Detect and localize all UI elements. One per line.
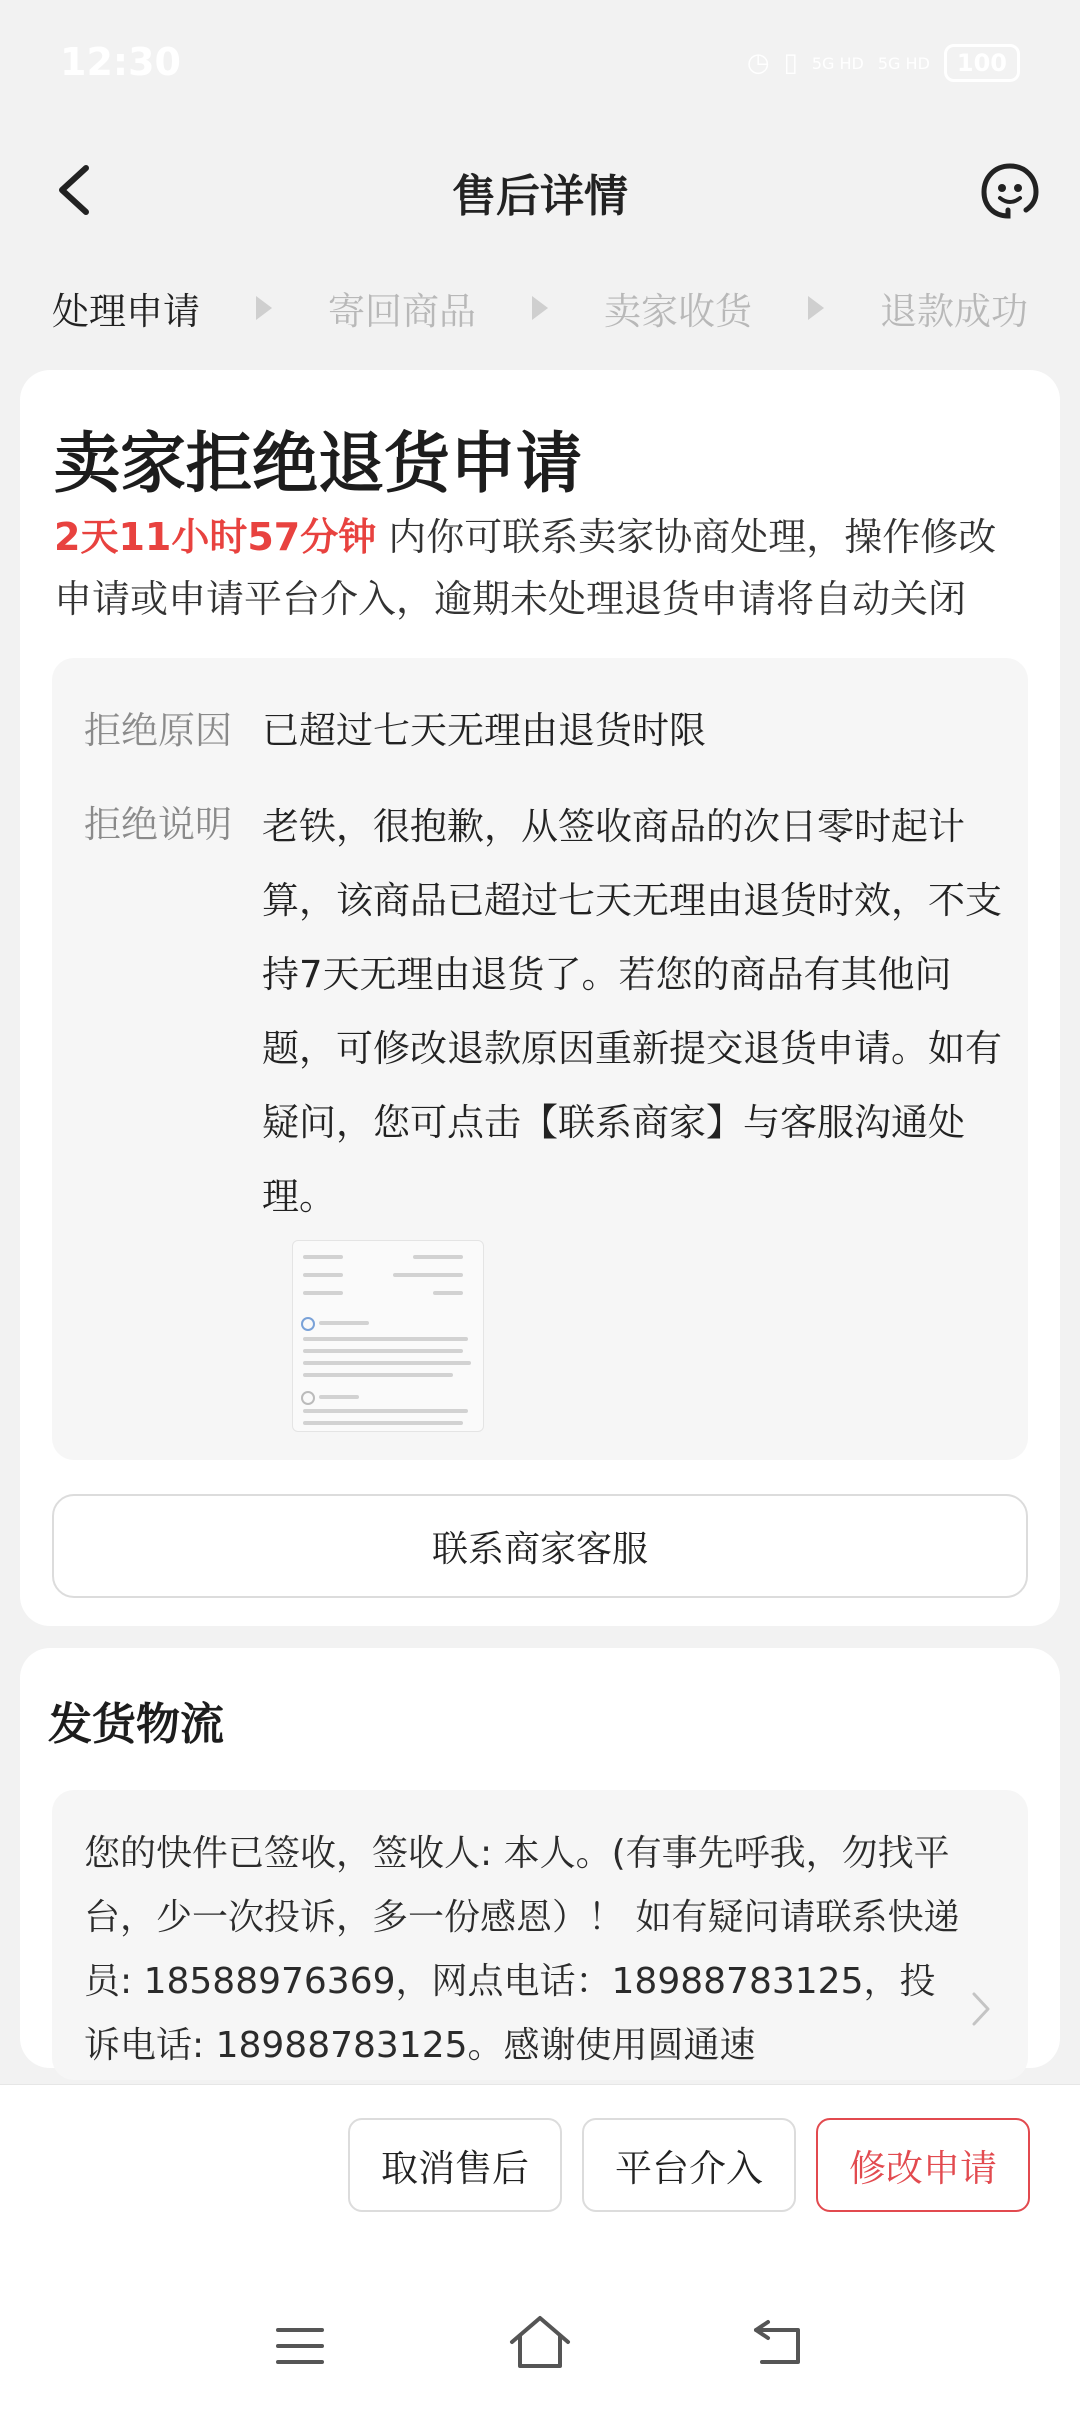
step-refund-success: 退款成功 (880, 290, 1028, 333)
deadline-text: 内你可联系卖家协商处理，操作修改申请或申请平台介入，逾期未处理退货申请将自动关闭 (54, 515, 997, 621)
platform-intervene-button[interactable]: 平台介入 (582, 2118, 796, 2212)
reason-value: 已超过七天无理由退货时限 (262, 709, 706, 752)
step-process-application: 处理申请 (52, 290, 200, 333)
step-arrow-icon (808, 296, 824, 320)
back-nav-icon[interactable] (752, 2318, 806, 2366)
battery-indicator: 100 (944, 44, 1020, 82)
step-return-goods: 寄回商品 (328, 290, 476, 333)
step-arrow-icon (256, 296, 272, 320)
explain-value: 老铁，很抱歉，从签收商品的次日零时起计算，该商品已超过七天无理由退货时效，不支持7天无理由退货了。若您的商品有其他问题，可修改退款原因重新提交退货申请。如有疑问，您可点击【联系商家】与客服沟通处理。 (262, 805, 1002, 1218)
signal-2: 5G HD (877, 53, 930, 73)
deadline-notice (54, 506, 1014, 630)
status-time: 12:30 (60, 40, 181, 84)
logistics-title: 发货物流 (48, 1699, 224, 1750)
contact-seller-button[interactable]: 联系商家客服 (52, 1494, 1028, 1598)
step-arrow-icon (532, 296, 548, 320)
logistics-text: 您的快件已签收，签收人: 本人。(有事先呼我，勿找平台，少一次投诉，多一份感恩）！ 如有疑问请联系快递员: 18588976369，网点电话：18988783125，投诉电话: 18988783125。感谢使用圆通速 (84, 1833, 960, 2066)
status-icons (747, 44, 1020, 82)
menu-icon[interactable] (276, 2326, 324, 2366)
customer-service-icon[interactable] (978, 160, 1042, 224)
alarm-icon: ◷ (746, 48, 770, 78)
page-title: 售后详情 (452, 171, 628, 222)
progress-steps (52, 278, 1028, 338)
countdown: 2天11小时57分钟 (54, 515, 377, 559)
home-icon[interactable] (508, 2314, 572, 2370)
chevron-right-icon[interactable] (968, 1990, 994, 2028)
explain-label: 拒绝说明 (84, 803, 232, 846)
rejection-title: 卖家拒绝退货申请 (54, 425, 582, 502)
step-seller-receive: 卖家收货 (604, 290, 752, 333)
signal-1: 5G HD (811, 53, 864, 73)
reason-label: 拒绝原因 (84, 709, 232, 752)
vibrate-icon: ▯ (783, 48, 798, 78)
evidence-thumbnail[interactable] (292, 1240, 484, 1432)
modify-application-button[interactable]: 修改申请 (816, 2118, 1030, 2212)
cancel-aftersale-button[interactable]: 取消售后 (348, 2118, 562, 2212)
